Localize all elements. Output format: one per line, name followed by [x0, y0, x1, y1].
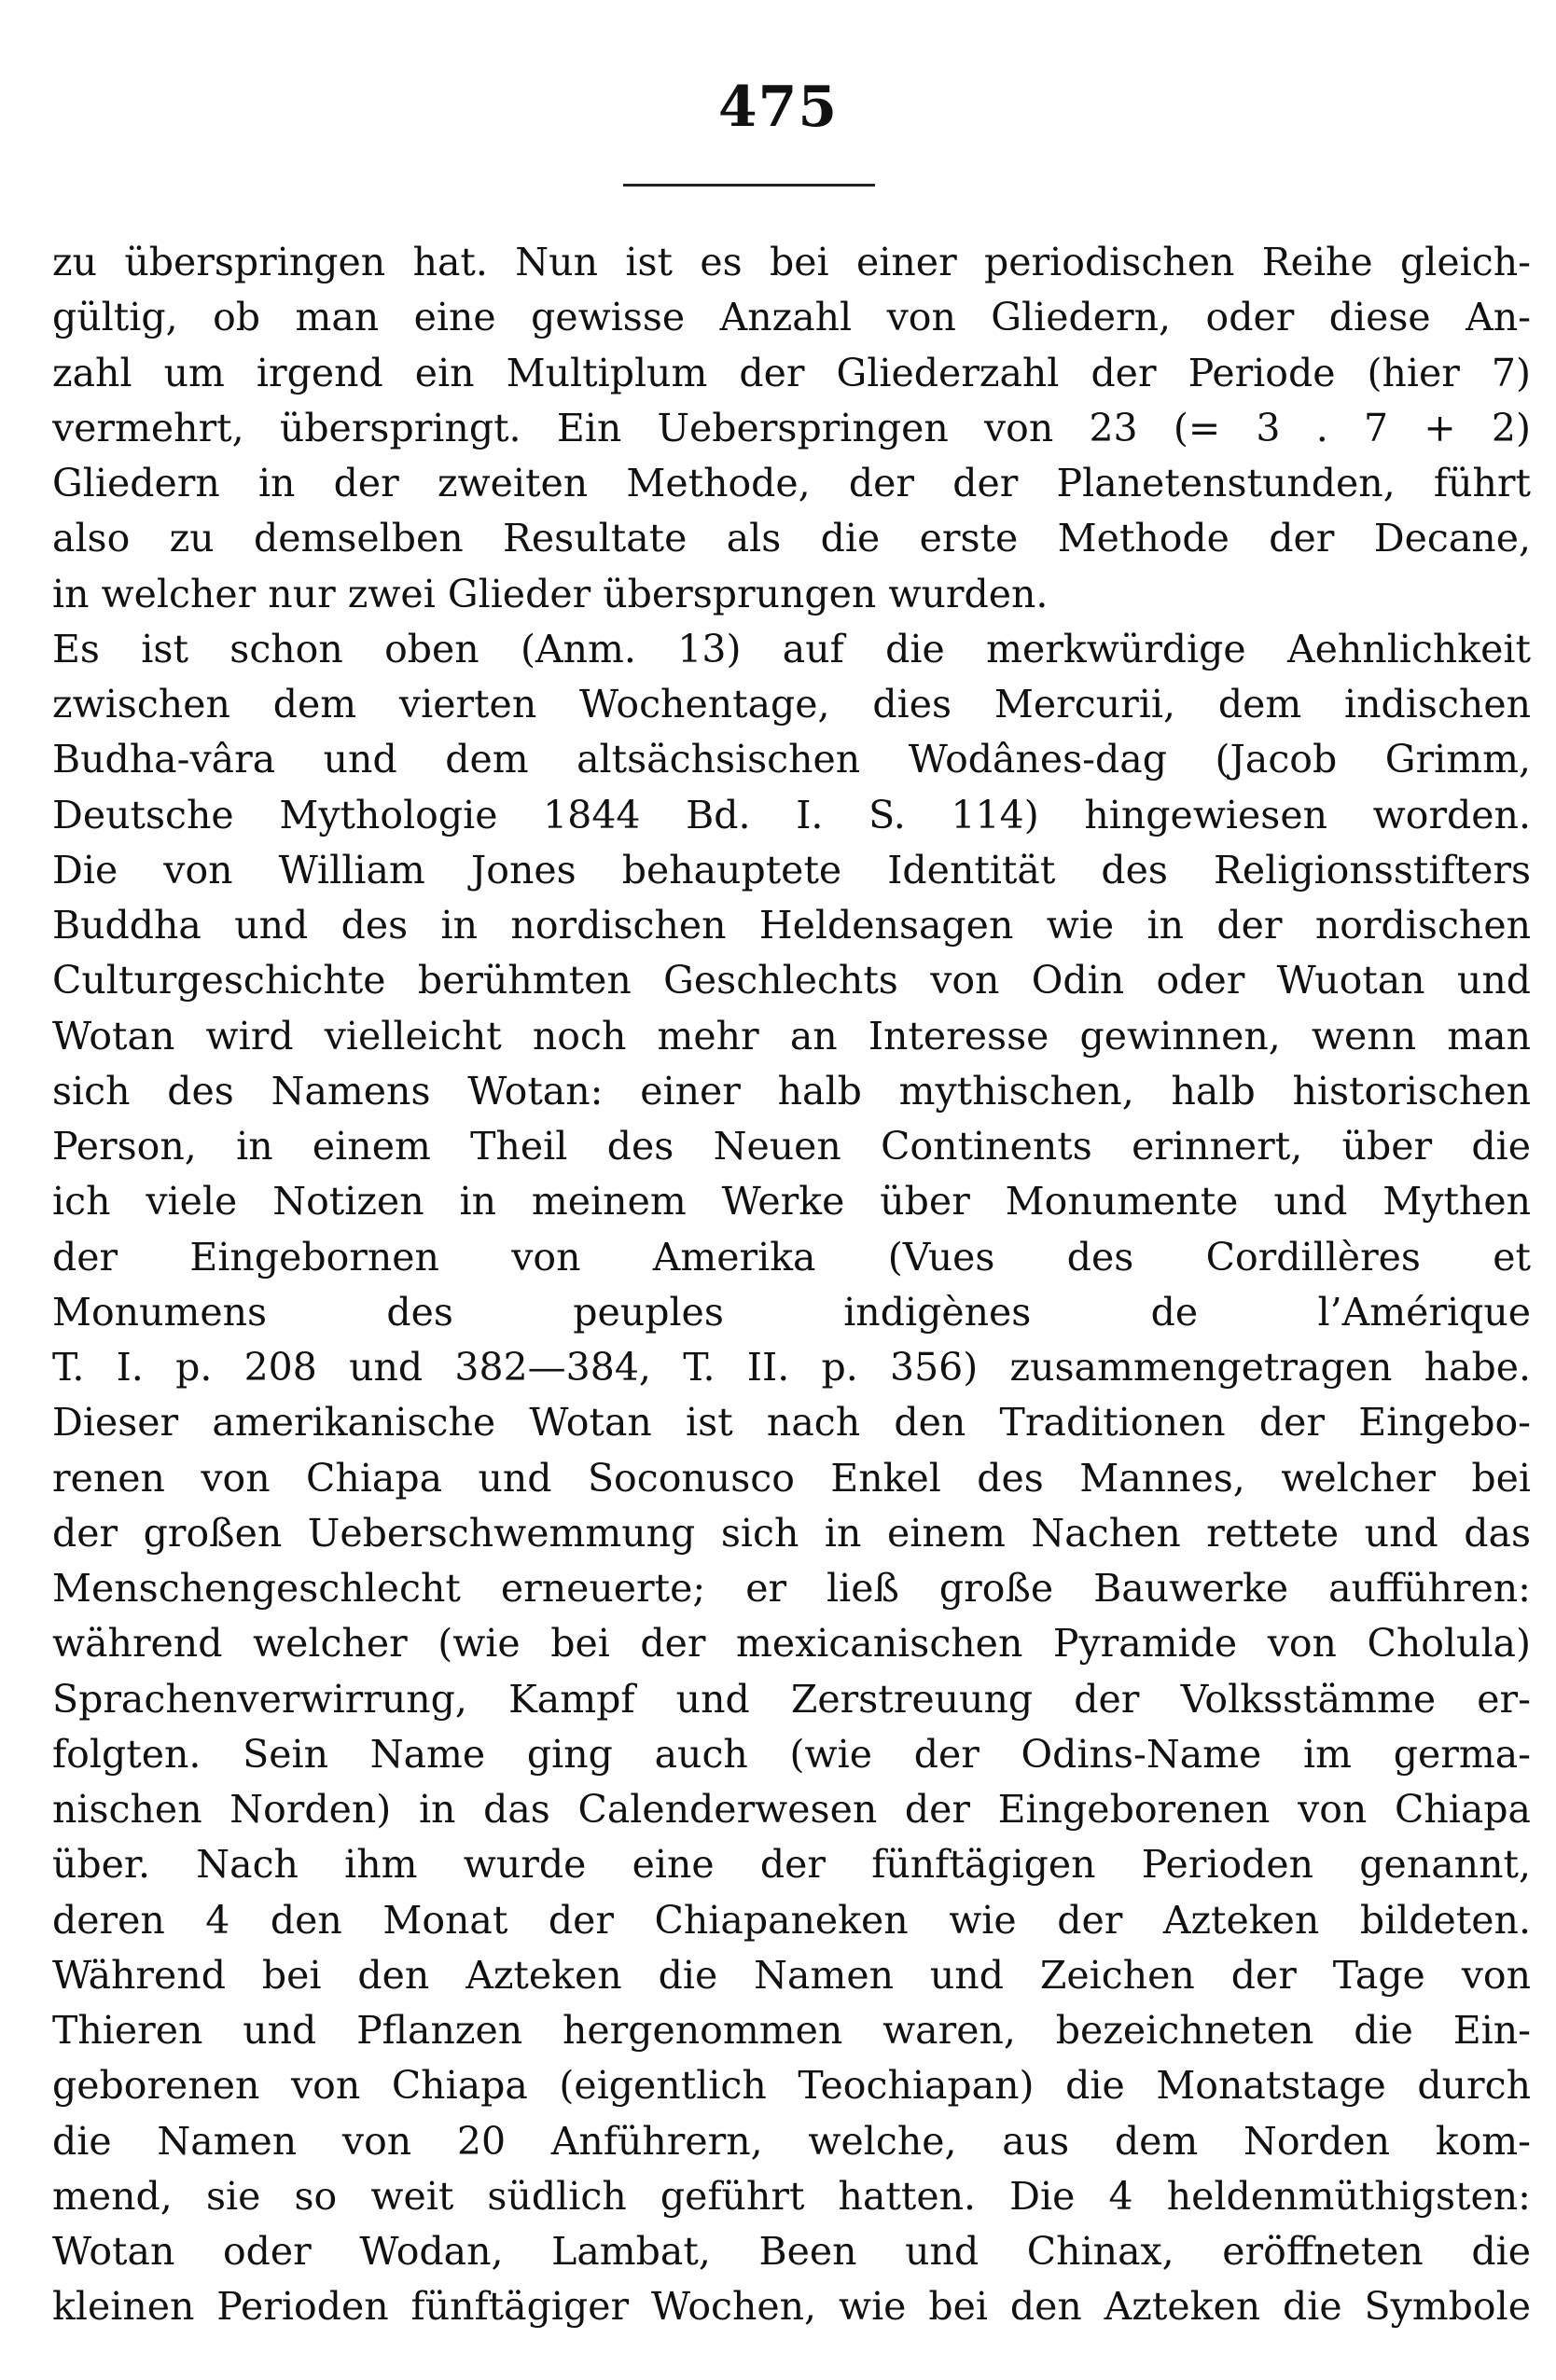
text-line: Wotan oder Wodan, Lambat, Been und Chinax, eröffneten die [52, 2229, 1531, 2274]
page-number: 475 [717, 75, 839, 140]
text-line: T. I. p. 208 und 382—384, T. II. p. 356) zusammengetragen habe. [52, 1345, 1531, 1390]
text-line: Deutsche Mythologie 1844 Bd. I. S. 114) hingewiesen worden. [52, 792, 1531, 837]
text-line: sich des Namens Wotan: einer halb mythischen, halb historischen [52, 1068, 1531, 1114]
text-line: renen von Chiapa und Soconusco Enkel des Mannes, welcher bei [52, 1455, 1531, 1501]
text-line: Gliedern in der zweiten Methode, der der Planetenstunden, führt [52, 461, 1531, 505]
text-line: die Namen von 20 Anführern, welche, aus dem Norden kom- [52, 2118, 1531, 2164]
text-line: über. Nach ihm wurde eine der fünftägigen Perioden genannt, [52, 1842, 1531, 1888]
text-line: Budha-vâra und dem altsächsischen Wodânes-dag (Jacob Grimm, [52, 737, 1531, 782]
text-line: geborenen von Chiapa (eigentlich Teochiapan) die Monatstage durch [52, 2063, 1531, 2109]
text-line: Dieser amerikanische Wotan ist nach den Traditionen der Eingebo- [52, 1400, 1531, 1446]
text-line: nischen Norden) in das Calenderwesen der Eingeborenen von Chiapa [52, 1787, 1531, 1832]
text-line: Culturgeschichte berühmten Geschlechts von Odin oder Wuotan und [52, 958, 1531, 1003]
text-line: Thieren und Pflanzen hergenommen waren, bezeichneten die Ein- [52, 2008, 1531, 2053]
text-line: zahl um irgend ein Multiplum der Gliederzahl der Periode (hier 7) [52, 350, 1531, 395]
text-line: in welcher nur zwei Glieder übersprungen wurden. [52, 571, 1049, 616]
text-line: kleinen Perioden fünftägiger Wochen, wie bei den Azteken die Symbole [52, 2284, 1531, 2330]
text-line: der Eingebornen von Amerika (Vues des Cordillères et [52, 1234, 1531, 1280]
body-text [52, 235, 1531, 2335]
text-line: deren 4 den Monat der Chiapaneken wie der Azteken bildeten. [52, 1897, 1531, 1943]
text-line: während welcher (wie bei der mexicanischen Pyramide von Cholula) [52, 1621, 1531, 1667]
text-line: Buddha und des in nordischen Heldensagen wie in der nordischen [52, 903, 1531, 948]
text-line: mend, sie so weit südlich geführt hatten. Die 4 heldenmüthigsten: [52, 2173, 1531, 2219]
text-line: Es ist schon oben (Anm. 13) auf die merkwürdige Aehnlichkeit [52, 626, 1531, 671]
text-line: Menschengeschlecht erneuerte; er ließ große Bauwerke aufführen: [52, 1566, 1531, 1611]
text-line: zu überspringen hat. Nun ist es bei einer periodischen Reihe gleich- [52, 240, 1531, 284]
text-line: gültig, ob man eine gewisse Anzahl von Gliedern, oder diese An- [52, 295, 1531, 340]
text-line: Während bei den Azteken die Namen und Zeichen der Tage von [52, 1952, 1531, 1998]
text-line: Monumens des peuples indigènes de l’Amérique [52, 1289, 1531, 1335]
text-line: der großen Ueberschwemmung sich in einem Nachen rettete und das [52, 1510, 1531, 1556]
text-line: also zu demselben Resultate als die erste Methode der Decane, [52, 516, 1531, 561]
text-line: Wotan wird vielleicht noch mehr an Interesse gewinnen, wenn man [52, 1013, 1531, 1059]
text-line: zwischen dem vierten Wochentage, dies Mercurii, dem indischen [52, 682, 1531, 726]
text-line: folgten. Sein Name ging auch (wie der Odins-Name im germa- [52, 1731, 1531, 1777]
text-line: Die von William Jones behauptete Identität des Religionsstifters [52, 847, 1531, 892]
text-line: ich viele Notizen in meinem Werke über Monumente und Mythen [52, 1179, 1531, 1225]
text-line: Person, in einem Theil des Neuen Continents erinnert, über die [52, 1124, 1531, 1169]
header-rule [623, 184, 875, 187]
text-line: Sprachenverwirrung, Kampf und Zerstreuung der Volksstämme er- [52, 1676, 1531, 1722]
text-line: vermehrt, überspringt. Ein Ueberspringen von 23 (= 3 . 7 + 2) [52, 405, 1531, 450]
